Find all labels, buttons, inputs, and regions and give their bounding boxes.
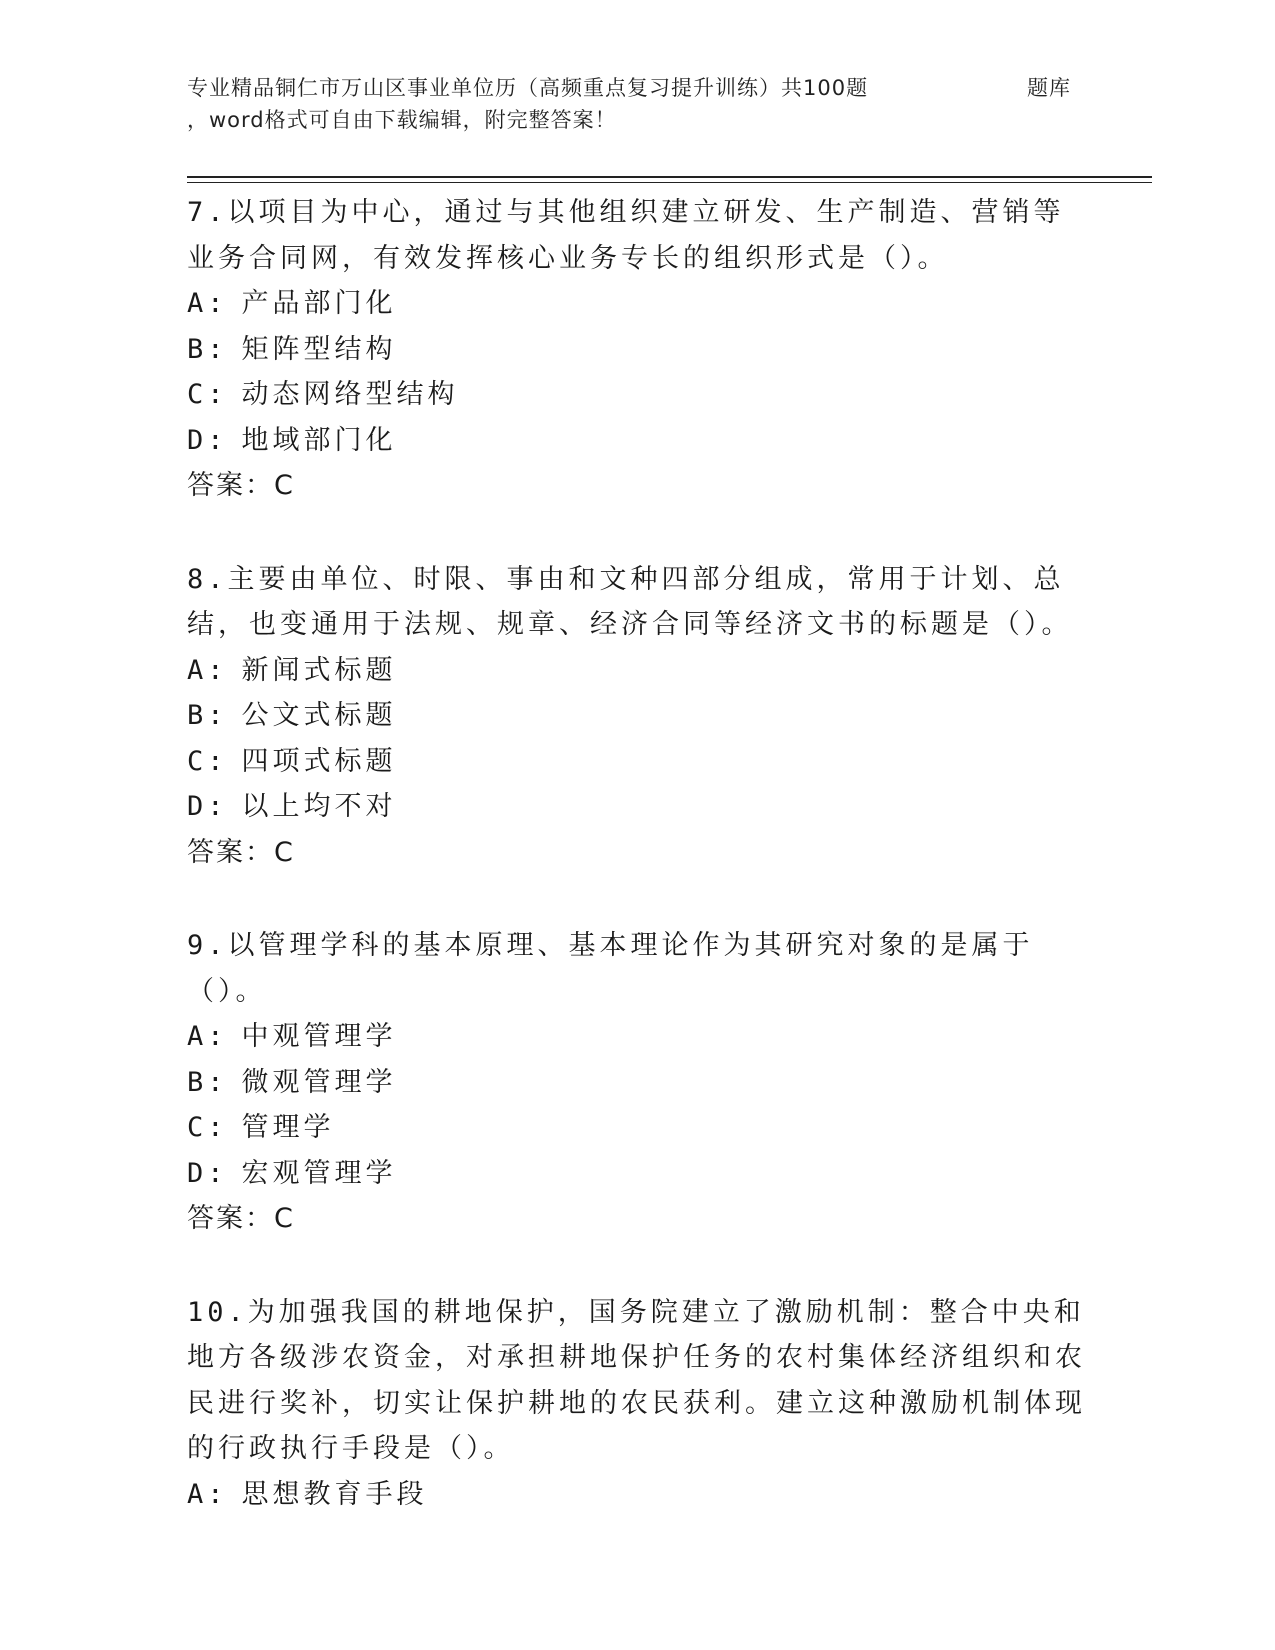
option-text: 四项式标题	[241, 745, 397, 777]
option-text: 新闻式标题	[241, 654, 397, 686]
option-text: 以上均不对	[241, 791, 397, 822]
option-text: 公文式标题	[241, 700, 397, 731]
header-title-line1	[187, 72, 1157, 104]
answer-line: 答案：C	[187, 470, 295, 501]
option-c	[187, 1105, 1087, 1151]
option-text: 思想教育手段	[241, 1478, 428, 1510]
option-text: 地域部门化	[241, 424, 397, 456]
question-block	[187, 190, 1087, 509]
option-b	[187, 693, 1087, 739]
option-letter: A:	[187, 1021, 228, 1052]
option-letter: B:	[187, 1066, 228, 1098]
option-text: 管理学	[241, 1112, 335, 1143]
header-tag: 题库	[1027, 76, 1071, 100]
question-block	[187, 557, 1087, 876]
option-text: 中观管理学	[241, 1021, 397, 1052]
option-letter: A:	[187, 654, 228, 686]
option-text: 动态网络型结构	[241, 379, 459, 410]
option-a	[187, 281, 1087, 327]
option-text: 宏观管理学	[241, 1157, 397, 1189]
option-letter: B:	[187, 700, 228, 731]
question-list	[187, 190, 1087, 1517]
option-letter: D:	[187, 791, 228, 822]
option-text: 产品部门化	[241, 288, 397, 319]
option-letter: C:	[187, 745, 228, 777]
answer-line: 答案：C	[187, 836, 295, 868]
header-title: 专业精品铜仁市万山区事业单位历（高频重点复习提升训练）共100题	[187, 76, 869, 100]
question-stem: 10.为加强我国的耕地保护，国务院建立了激励机制：整合中央和地方各级涉农资金，对承担耕地保护任务的农村集体经济组织和农民进行奖补，切实让保护耕地的农民获利。建立这种激励机制体现的行政执行手段是（）。	[187, 1296, 1086, 1464]
header-title-line2: ，word格式可自由下载编辑，附完整答案！	[187, 108, 617, 132]
option-letter: B:	[187, 333, 228, 365]
option-letter: C:	[187, 379, 228, 410]
header-divider-thick	[187, 176, 1152, 178]
option-letter: D:	[187, 424, 228, 456]
header-divider-thin	[187, 182, 1152, 183]
option-b	[187, 327, 1087, 373]
answer-line: 答案：C	[187, 1203, 295, 1234]
option-letter: C:	[187, 1112, 228, 1143]
option-d	[187, 418, 1087, 464]
option-a	[187, 1014, 1087, 1060]
question-block	[187, 1290, 1087, 1518]
question-stem: 8.主要由单位、时限、事由和文种四部分组成，常用于计划、总结，也变通用于法规、规章、经济合同等经济文书的标题是（）。	[187, 563, 1073, 640]
option-b	[187, 1060, 1087, 1106]
question-stem: 9.以管理学科的基本原理、基本理论作为其研究对象的是属于（）。	[187, 930, 1034, 1007]
option-letter: A:	[187, 1478, 228, 1510]
option-letter: D:	[187, 1157, 228, 1189]
option-text: 矩阵型结构	[241, 333, 397, 365]
document-header	[187, 72, 1157, 136]
option-c	[187, 739, 1087, 785]
option-text: 微观管理学	[241, 1066, 397, 1098]
option-d	[187, 1151, 1087, 1197]
option-c	[187, 372, 1087, 418]
option-a	[187, 648, 1087, 694]
question-block	[187, 923, 1087, 1242]
option-a	[187, 1472, 1087, 1518]
option-d	[187, 784, 1087, 830]
question-stem: 7.以项目为中心，通过与其他组织建立研发、生产制造、营销等业务合同网，有效发挥核心业务专长的组织形式是（）。	[187, 197, 1065, 274]
option-letter: A:	[187, 288, 228, 319]
